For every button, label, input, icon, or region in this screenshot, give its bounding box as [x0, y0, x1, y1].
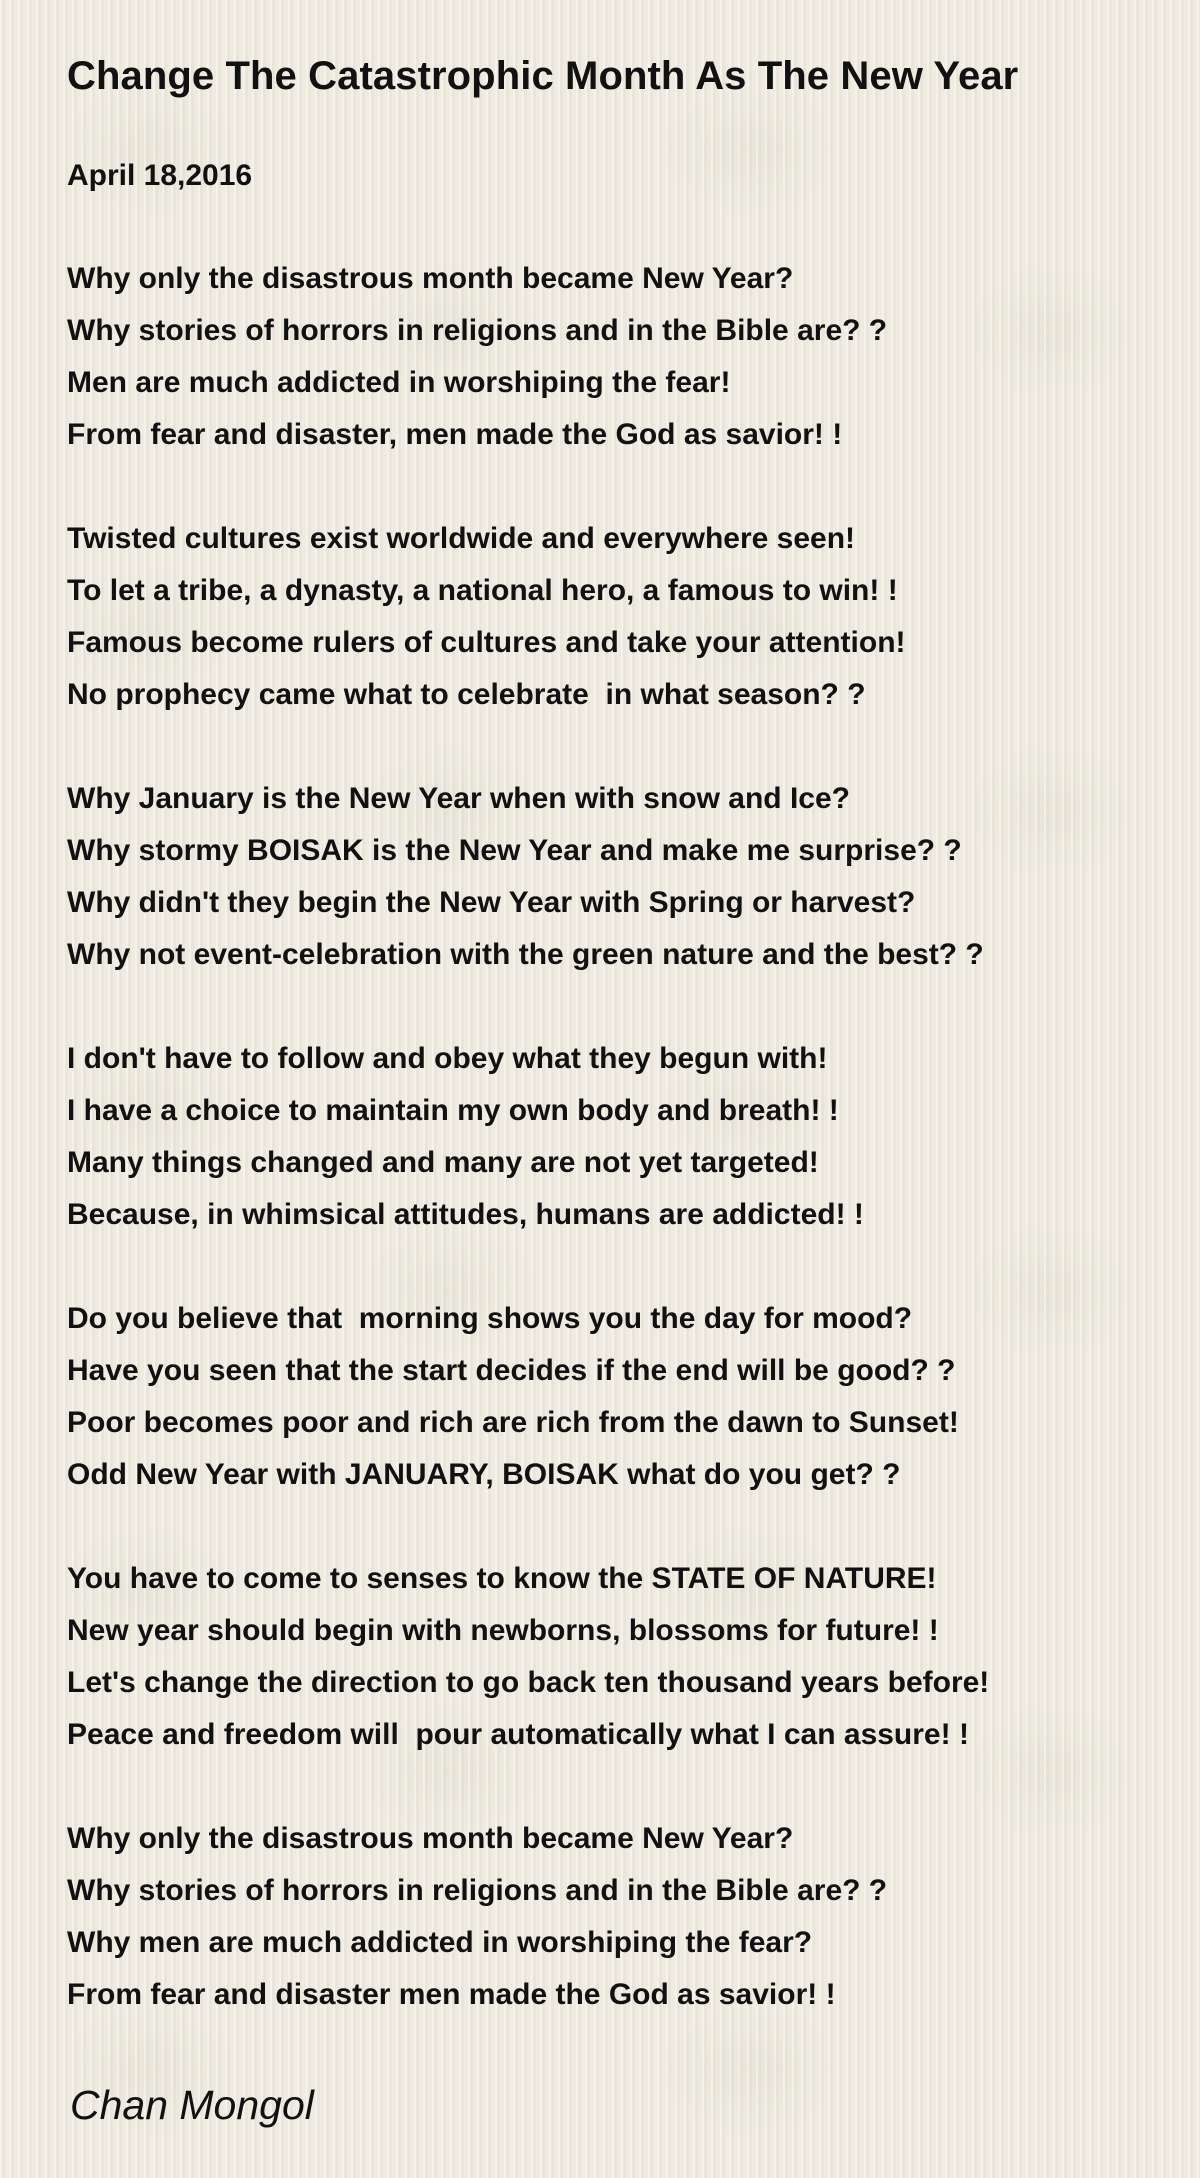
- poem-line: To let a tribe, a dynasty, a national hero, a famous to win! !: [67, 574, 898, 607]
- stanza-5: [67, 1293, 1177, 1501]
- poem-line: You have to come to senses to know the STATE OF NATURE!: [67, 1562, 937, 1595]
- poem-line: Men are much addicted in worshiping the fear!: [67, 366, 731, 399]
- poem-author: Chan Mongol: [70, 2082, 314, 2128]
- poem-line: Have you seen that the start decides if the end will be good? ?: [67, 1354, 956, 1387]
- stanza-2: [67, 513, 1177, 721]
- poem-line: Why didn't they begin the New Year with Spring or harvest?: [67, 886, 916, 919]
- poem-line: Because, in whimsical attitudes, humans are addicted! !: [67, 1198, 864, 1231]
- poem-line: Why not event-celebration with the green nature and the best? ?: [67, 938, 984, 971]
- poem-line: From fear and disaster, men made the God as savior! !: [67, 418, 843, 451]
- poem-body: [67, 253, 1177, 2073]
- poem-line: Let's change the direction to go back ten thousand years before!: [67, 1666, 990, 1699]
- stanza-1: [67, 253, 1177, 461]
- poem-line: Why stories of horrors in religions and in the Bible are? ?: [67, 1874, 888, 1907]
- poem-line: Why January is the New Year when with snow and Ice?: [67, 782, 850, 815]
- poem-line: Why stormy BOISAK is the New Year and make me surprise? ?: [67, 834, 962, 867]
- poem-line: Why only the disastrous month became New Year?: [67, 1822, 794, 1855]
- poem-line: From fear and disaster men made the God as savior! !: [67, 1978, 836, 2011]
- poem-line: Twisted cultures exist worldwide and everywhere seen!: [67, 522, 856, 555]
- poem-title: Change The Catastrophic Month As The New Year: [67, 54, 1019, 98]
- poem-line: Odd New Year with JANUARY, BOISAK what do you get? ?: [67, 1458, 901, 1491]
- poem-line: Why only the disastrous month became New Year?: [67, 262, 794, 295]
- poem-line: New year should begin with newborns, blossoms for future! !: [67, 1614, 939, 1647]
- poem-line: Do you believe that morning shows you the day for mood?: [67, 1302, 913, 1335]
- stanza-3: [67, 773, 1177, 981]
- stanza-6: [67, 1553, 1177, 1761]
- poem-line: Why stories of horrors in religions and in the Bible are? ?: [67, 314, 888, 347]
- poem-line: Peace and freedom will pour automatically what I can assure! !: [67, 1718, 969, 1751]
- poem-line: Many things changed and many are not yet targeted!: [67, 1146, 819, 1179]
- stanza-4: [67, 1033, 1177, 1241]
- poem-line: Why men are much addicted in worshiping the fear?: [67, 1926, 813, 1959]
- stanza-7: [67, 1813, 1177, 2021]
- poem-line: I have a choice to maintain my own body and breath! !: [67, 1094, 839, 1127]
- poem-line: Poor becomes poor and rich are rich from the dawn to Sunset!: [67, 1406, 959, 1439]
- poem-line: Famous become rulers of cultures and take your attention!: [67, 626, 906, 659]
- poem-date: April 18,2016: [67, 159, 253, 192]
- poem-line: No prophecy came what to celebrate in what season? ?: [67, 678, 866, 711]
- poem-line: I don't have to follow and obey what they begun with!: [67, 1042, 828, 1075]
